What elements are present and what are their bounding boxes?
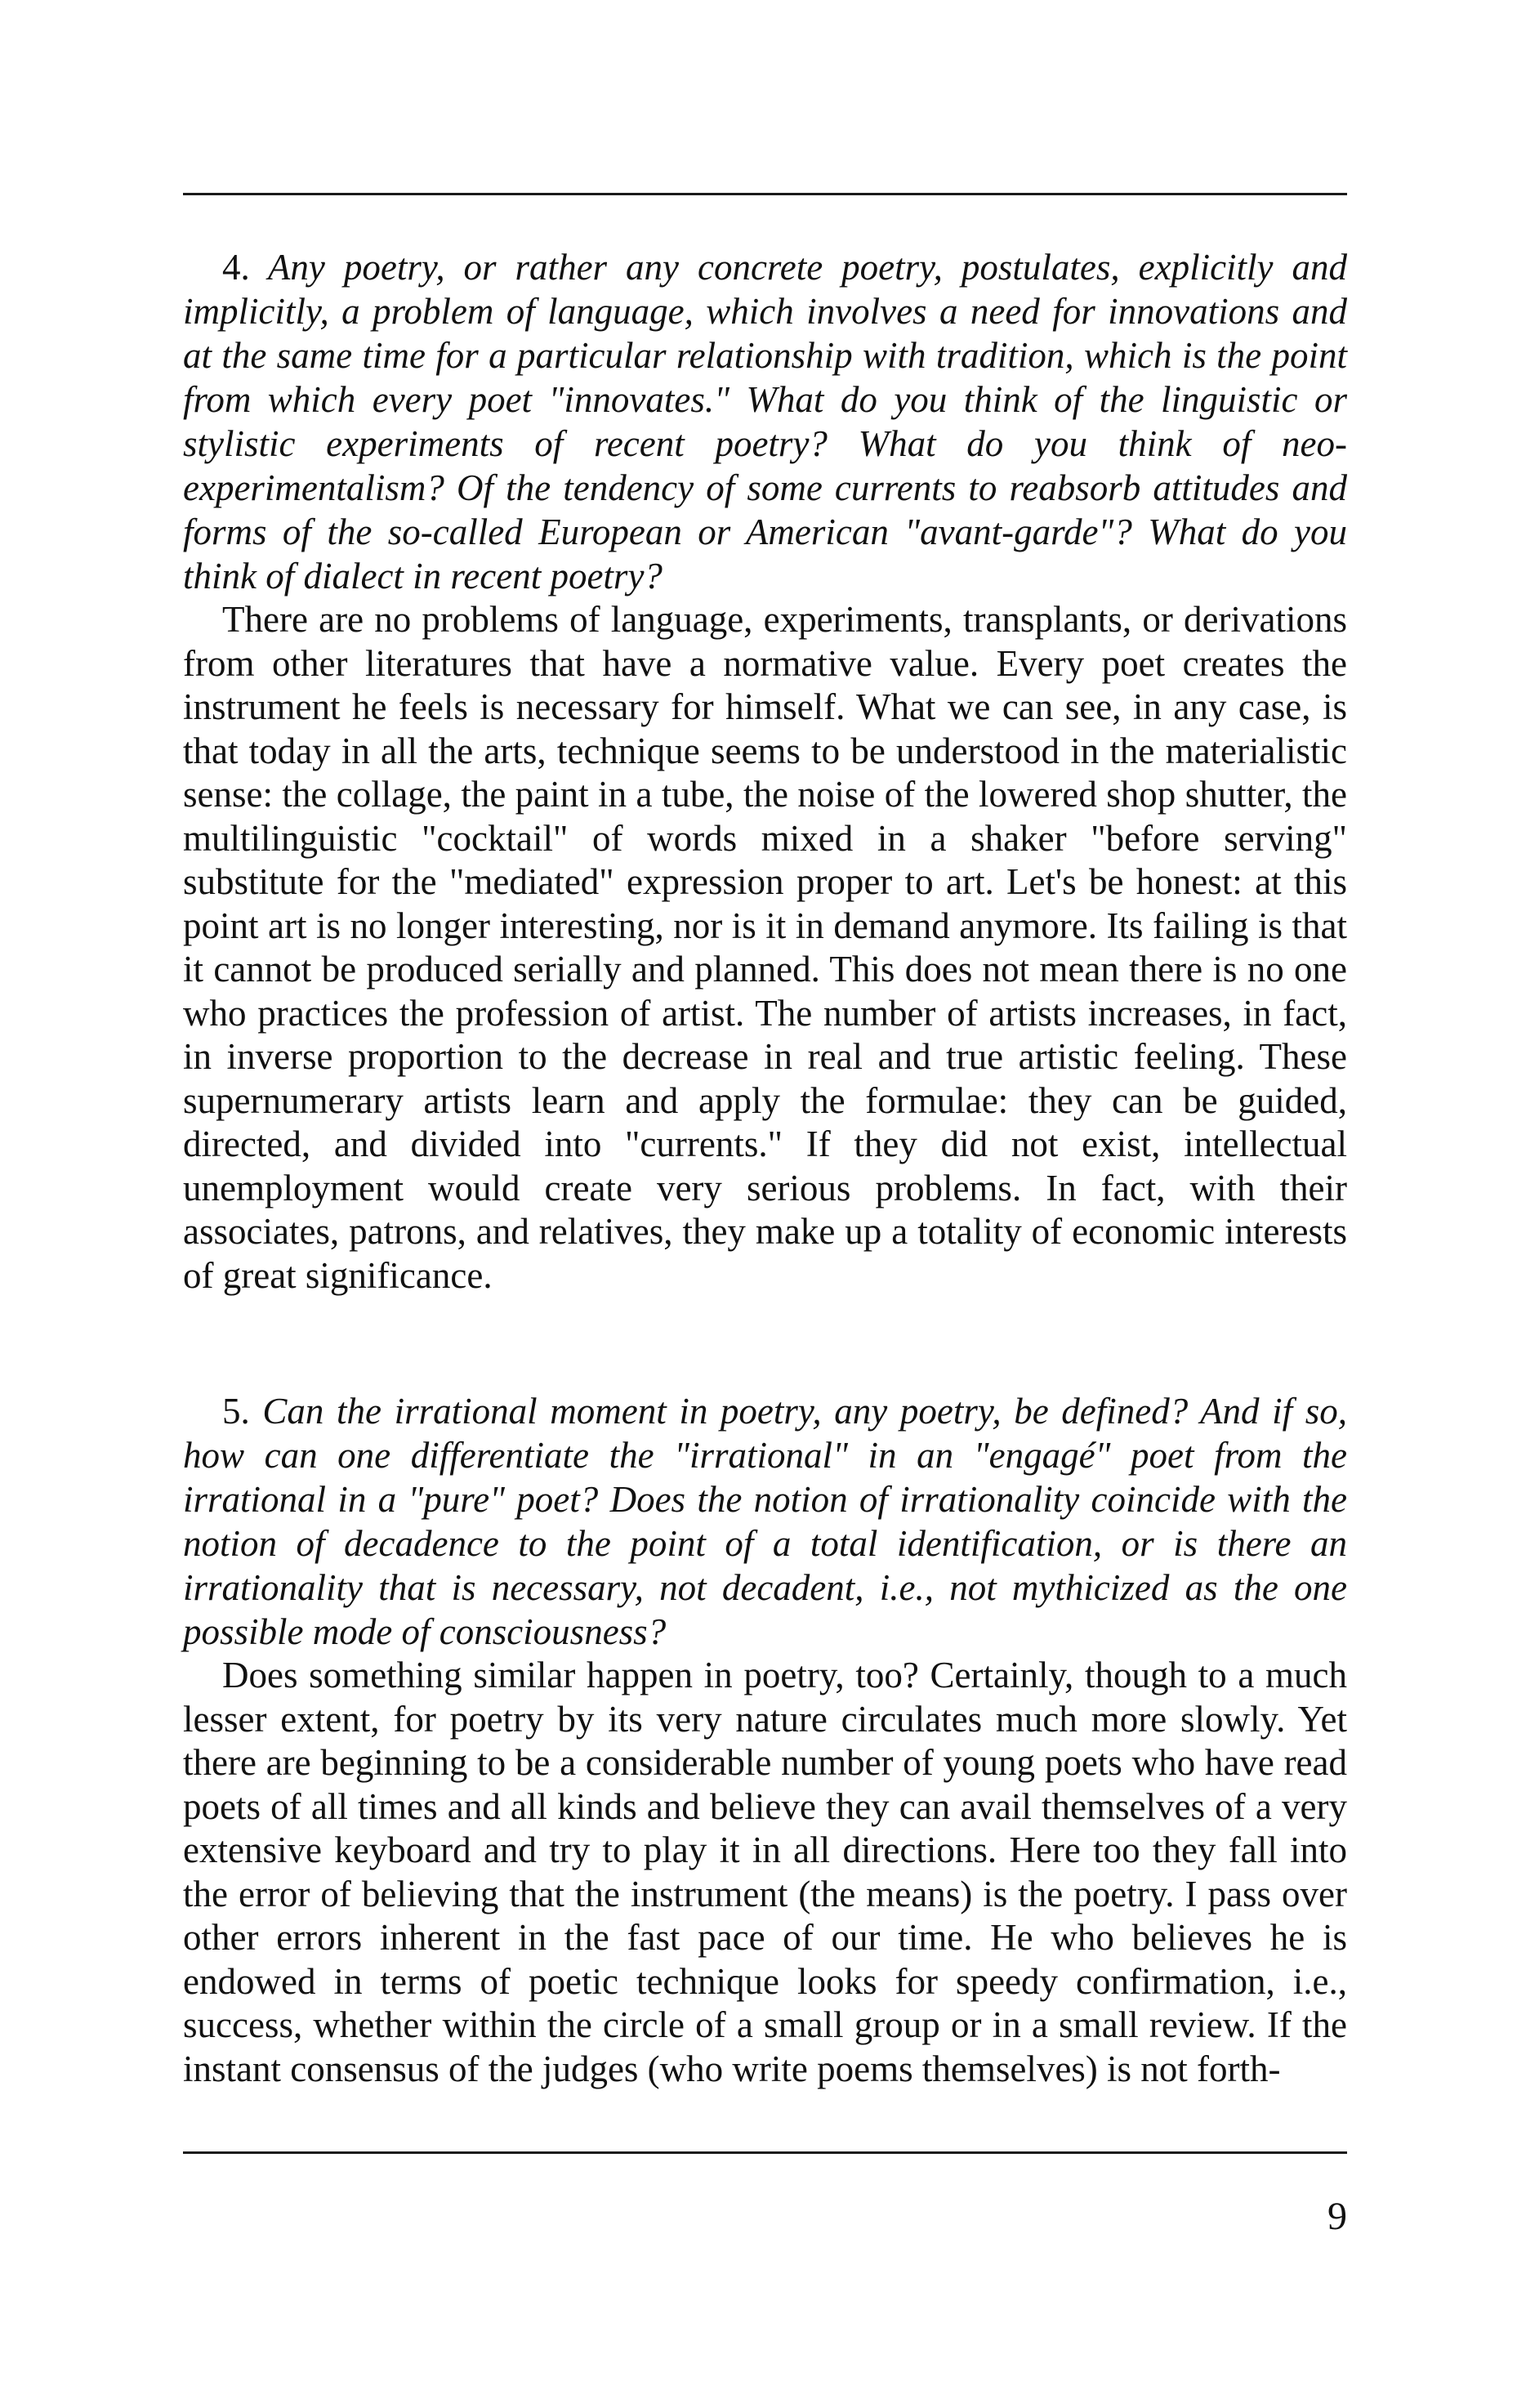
page-number: 9 <box>1327 2195 1347 2238</box>
answer-5: Does something similar happen in poetry, too? Certainly, though to a much lesser extent, for poetry by its very nature circulates much more slowly. Yet there are beginning to be a considerable number of young poets who have read poets of all times and all kinds and believe they can avail themselves of a very extensive keyboard and try to play it in all directions. Here too they fall into the error of believing that the instrument (the means) is the poetry. I pass over other errors inherent in the fast pace of our time. He who believes he is endowed in terms of poetic technique looks for speedy confirmation, i.e., success, whether within the circle of a small group or in a small review. If the instant consensus of the judges (who write poems themselves) is not forth- <box>183 1655 1347 2089</box>
bottom-rule <box>183 2151 1347 2154</box>
question-4 <box>183 245 1347 598</box>
section-4 <box>183 245 1347 1298</box>
question-5 <box>183 1389 1347 1654</box>
question-5-number: 5. <box>222 1391 250 1432</box>
top-rule <box>183 193 1347 195</box>
question-4-text: Any poetry, or rather any concrete poetry, postulates, explicitly and implicitly, a problem of language, which involves a need for innovations and at the same time for a particular relationship with tradition, which is the point from which every poet "innovates." What do you think of the linguistic or stylistic experiments of recent poetry? What do you think of neo-experimentalism? Of the tendency of some currents to reabsorb attitudes and forms of the so-called European or American "avant-garde"? What do you think of dialect in recent poetry? <box>183 247 1347 596</box>
question-4-number: 4. <box>222 247 250 288</box>
section-5 <box>183 1389 1347 2091</box>
question-5-text: Can the irrational moment in poetry, any poetry, be defined? And if so, how can one differentiate the "irrational" in an "engagé" poet from the irrational in a "pure" poet? Does the notion of irrationality coincide with the notion of decadence to the point of a total identification, or is there an irrationality that is necessary, not decadent, i.e., not mythicized as the one possible mode of consciousness? <box>183 1391 1348 1652</box>
answer-4: There are no problems of language, experiments, transplants, or derivations from other literatures that have a normative value. Every poet creates the instrument he feels is necessary for himself. What we can see, in any case, is that today in all the arts, technique seems to be understood in the materialistic sense: the collage, the paint in a tube, the noise of the lowered shop shutter, the multilinguistic "cocktail" of words mixed in a shaker "before serving" substitute for the "mediated" expression proper to art. Let's be honest: at this point art is no longer interesting, nor is it in demand anymore. Its failing is that it cannot be produced serially and planned. This does not mean there is no one who practices the profession of artist. The number of artists increases, in fact, in inverse proportion to the decrease in real and true artistic feeling. These supernumerary artists learn and apply the formulae: they can be guided, directed, and divided into "currents." If they did not exist, intellectual unemployment would create very serious problems. In fact, with their associates, patrons, and relatives, they make up a totality of economic interests of great significance. <box>183 599 1347 1296</box>
